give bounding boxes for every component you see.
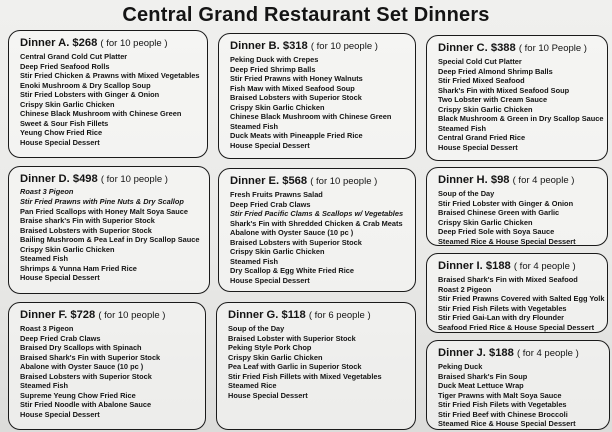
- menu-item: Chinese Black Mushroom with Chinese Green: [20, 109, 182, 118]
- menu-item: Enoki Mushroom & Dry Scallop Soup: [20, 80, 151, 90]
- menu-item: Braised Dry Scallops with Spinach: [20, 343, 142, 352]
- dinner-d-header: [20, 172, 203, 187]
- dinner-b-header: [230, 39, 409, 54]
- menu-item: Stir Fried Chicken & Prawns with Mixed Vegetables: [20, 71, 200, 80]
- menu-item: House Special Dessert: [438, 142, 518, 152]
- dinner-c-people: ( for 10 People ): [518, 43, 587, 54]
- menu-item: Two Lobster with Cream Sauce: [438, 95, 548, 104]
- menu-item: Shrimps & Yunna Ham Fried Rice: [20, 263, 137, 273]
- menu-item: House Special Dessert: [230, 275, 310, 285]
- menu-item: Deep Fried Seafood Rolls: [20, 61, 110, 71]
- dinner-h-name: Dinner H.: [438, 174, 488, 186]
- menu-item: Braised Lobster with Superior Stock: [228, 333, 356, 343]
- dinner-g-items: [228, 324, 409, 400]
- dinner-a-people: ( for 10 people ): [100, 38, 168, 49]
- dinner-e-name: Dinner E.: [230, 175, 280, 187]
- menu-item: House Special Dessert: [228, 390, 308, 400]
- menu-item: Deep Fried Crab Claws: [20, 333, 101, 343]
- menu-item: Central Grand Fried Rice: [438, 133, 526, 142]
- menu-item: Peking Duck: [438, 362, 483, 371]
- menu-item: Steamed Rice & House Special Dessert: [438, 419, 576, 428]
- menu-item: Peking Style Pork Chop: [228, 343, 312, 352]
- dinner-a-price: $268: [72, 37, 98, 49]
- menu-item: House Special Dessert: [20, 137, 100, 147]
- dinner-j-people: ( for 4 people ): [516, 348, 579, 359]
- menu-item: Braised Lobsters with Superior Stock: [230, 93, 362, 102]
- dinner-j-name: Dinner J.: [438, 347, 486, 359]
- dinner-i-card: [426, 253, 608, 333]
- menu-item: Stir Fried Lobster with Ginger & Onion: [438, 198, 574, 208]
- dinner-g-price: $118: [281, 309, 306, 321]
- menu-item: Special Cold Cut Platter: [438, 57, 522, 66]
- menu-item: Bailing Mushroom & Pea Leaf in Dry Scallop Sauce: [20, 235, 200, 245]
- dinner-a-name: Dinner A.: [20, 37, 70, 49]
- dinner-i-price: $188: [485, 260, 511, 272]
- dinner-j-items: [438, 362, 603, 429]
- menu-item: Steamed Fish: [230, 256, 279, 266]
- dinner-c-price: $388: [490, 42, 516, 54]
- menu-item: Pan Fried Scallops with Honey Malt Soya Sauce: [20, 206, 188, 216]
- menu-item: Supreme Yeung Chow Fried Rice: [20, 390, 136, 400]
- dinner-h-header: [438, 173, 601, 188]
- menu-item: Duck Meat Lettuce Wrap: [438, 381, 524, 390]
- dinner-d-card: [8, 166, 210, 294]
- dinner-d-items: [20, 197, 203, 283]
- menu-item: Braise shark's Fin with Superior Stock: [20, 216, 155, 226]
- dinner-c-items: [438, 57, 604, 152]
- dinner-g-people: ( for 6 people ): [308, 310, 371, 321]
- menu-item: Deep Fried Almond Shrimp Balls: [438, 66, 553, 76]
- menu-item: Steamed Rice & House Special Dessert: [438, 236, 576, 246]
- menu-item: Soup of the Day: [438, 189, 495, 198]
- menu-item: Crispy Skin Garlic Chicken: [438, 217, 533, 227]
- menu-item: Roast 3 Pigeon: [20, 324, 74, 333]
- menu-item: Stir Fried Pacific Clams & Scallops w/ Vegetables: [230, 209, 404, 218]
- menu-item: Fresh Fruits Prawns Salad: [230, 190, 323, 199]
- menu-item: Steamed Fish: [438, 123, 487, 133]
- dinner-d-price: $498: [72, 173, 98, 185]
- menu-item: Deep Fried Crab Claws: [230, 199, 311, 209]
- menu-item: Steamed Rice: [228, 381, 277, 390]
- dinner-j-header: [438, 346, 603, 361]
- menu-item: House Special Dessert: [230, 140, 310, 150]
- menu-item: Peking Duck with Crepes: [230, 55, 319, 64]
- menu-item: Stir Fried Prawns with Pine Nuts & Dry Scallop: [20, 197, 184, 207]
- menu-item: Braised Lobsters with Superior Stock: [20, 225, 152, 235]
- menu-item: Abalone with Oyster Sauce (10 pc ): [230, 228, 354, 237]
- dinner-i-items: [438, 275, 605, 332]
- dinner-h-items: [438, 189, 601, 246]
- menu-item: Crispy Skin Garlic Chicken: [438, 104, 533, 114]
- dinner-j-card: [426, 340, 610, 430]
- menu-item: Central Grand Cold Cut Platter: [20, 52, 128, 61]
- dinner-g-card: [216, 302, 416, 430]
- menu-item: Steamed Fish: [20, 381, 69, 390]
- menu-item: Stir Fried Fish Filets with Vegetables: [438, 400, 567, 409]
- menu-item: Braised Shark's Fin with Superior Stock: [20, 352, 161, 362]
- dinner-j-price: $188: [488, 347, 514, 359]
- dinner-f-price: $728: [70, 309, 96, 321]
- dinner-f-name: Dinner F.: [20, 309, 68, 321]
- dinner-g-name: Dinner G.: [228, 309, 279, 321]
- dinner-d-people: ( for 10 people ): [100, 174, 168, 185]
- dinner-c-card: [426, 35, 608, 161]
- dinner-f-card: [8, 302, 206, 430]
- menu-item: Duck Meats with Pineapple Fried Rice: [230, 131, 363, 140]
- dinner-b-items: [230, 55, 409, 150]
- dinner-b-name: Dinner B.: [230, 40, 280, 52]
- menu-item: Stir Fried Fish Filets with Vegetables: [438, 303, 567, 313]
- menu-item: Stir Fried Prawns Covered with Salted Egg Yolk: [438, 294, 605, 303]
- dinner-a-card: [8, 30, 208, 158]
- dinner-e-price: $568: [282, 175, 308, 187]
- menu-item: Roast 2 Pigeon: [438, 284, 492, 294]
- dinner-f-items: [20, 324, 199, 419]
- menu-item: Seafood Fried Rice & House Special Dessert: [438, 322, 595, 332]
- dinner-i-header: [438, 259, 601, 274]
- menu-item: Stir Fried Fish Fillets with Mixed Vegetables: [228, 371, 382, 381]
- menu-item: Pea Leaf with Garlic in Superior Stock: [228, 362, 362, 371]
- dinner-f-people: ( for 10 people ): [98, 310, 166, 321]
- dinner-d-name: Dinner D.: [20, 173, 70, 185]
- menu-item: Fish Maw with Mixed Seafood Soup: [230, 83, 355, 93]
- dinner-g-header: [228, 308, 409, 323]
- dinner-e-items: [230, 190, 409, 285]
- dinner-b-card: [218, 33, 416, 159]
- menu-item: Stir Fried Prawns with Honey Walnuts: [230, 74, 363, 83]
- menu-item: Stir Fried Lobsters with Ginger & Onion: [20, 90, 160, 99]
- menu-item: House Special Dessert: [20, 273, 100, 283]
- menu-item: Tiger Prawns with Malt Soya Sauce: [438, 390, 562, 400]
- menu-item: Braised Shark's Fin with Mixed Seafood: [438, 275, 578, 284]
- menu-item: Crispy Skin Garlic Chicken: [20, 99, 115, 109]
- dinner-d-subtitle: Roast 3 Pigeon: [20, 187, 74, 196]
- menu-item: Shark's Fin with Mixed Seafood Soup: [438, 85, 570, 95]
- menu-item: Braised Lobsters with Superior Stock: [20, 371, 152, 381]
- dinner-h-price: $98: [490, 174, 510, 186]
- dinner-e-people: ( for 10 people ): [310, 176, 378, 187]
- dinner-c-header: [438, 41, 601, 56]
- dinner-h-people: ( for 4 people ): [512, 175, 575, 186]
- menu-item: Crispy Skin Garlic Chicken: [230, 247, 325, 256]
- menu-item: Braised Shark's Fin Soup: [438, 371, 528, 381]
- menu-item: Stir Fried Beef with Chinese Broccoli: [438, 409, 568, 419]
- dinner-i-people: ( for 4 people ): [513, 261, 576, 272]
- dinner-i-name: Dinner I.: [438, 260, 483, 272]
- menu-item: Braised Lobsters with Superior Stock: [230, 237, 362, 247]
- menu-item: Shark's Fin with Shredded Chicken & Crab Meats: [230, 218, 403, 228]
- menu-item: Stir Fried Mixed Seafood: [438, 76, 525, 85]
- menu-item: Steamed Fish: [20, 254, 69, 264]
- dinner-c-name: Dinner C.: [438, 42, 488, 54]
- dinner-b-price: $318: [282, 40, 308, 52]
- menu-item: Crispy Skin Garlic Chicken: [20, 244, 115, 254]
- dinner-h-card: [426, 167, 608, 246]
- dinner-a-items: [20, 52, 201, 147]
- menu-item: Braised Chinese Green with Garlic: [438, 208, 560, 217]
- menu-item: Dry Scallop & Egg White Fried Rice: [230, 266, 355, 275]
- dinner-b-people: ( for 10 people ): [310, 41, 378, 52]
- dinner-e-card: [218, 168, 416, 292]
- page-title: Central Grand Restaurant Set Dinners: [122, 4, 490, 26]
- menu-item: Sweet & Sour Fish Fillets: [20, 118, 109, 128]
- menu-item: Stir Fried Gai-Lan with dry Flounder: [438, 313, 565, 322]
- menu-item: Soup of the Day: [228, 324, 285, 333]
- menu-item: Black Mushroom & Green in Dry Scallop Sauce: [438, 114, 604, 123]
- menu-item: Chinese Black Mushroom with Chinese Green: [230, 112, 392, 121]
- dinner-a-header: [20, 36, 201, 51]
- menu-item: House Special Dessert: [20, 409, 100, 419]
- menu-item: Crispy Skin Garlic Chicken: [230, 102, 325, 112]
- menu-item: Yeung Chow Fried Rice: [20, 128, 103, 137]
- dinner-f-header: [20, 308, 199, 323]
- menu-item: Deep Fried Sole with Soya Sauce: [438, 227, 555, 236]
- menu-item: Steamed Fish: [230, 121, 279, 131]
- dinner-e-header: [230, 174, 409, 189]
- menu-item: Deep Fried Shrimp Balls: [230, 64, 316, 74]
- menu-item: Abalone with Oyster Sauce (10 pc ): [20, 362, 144, 371]
- menu-item: Crispy Skin Garlic Chicken: [228, 352, 323, 362]
- menu-item: Stir Fried Noodle with Abalone Sauce: [20, 400, 152, 409]
